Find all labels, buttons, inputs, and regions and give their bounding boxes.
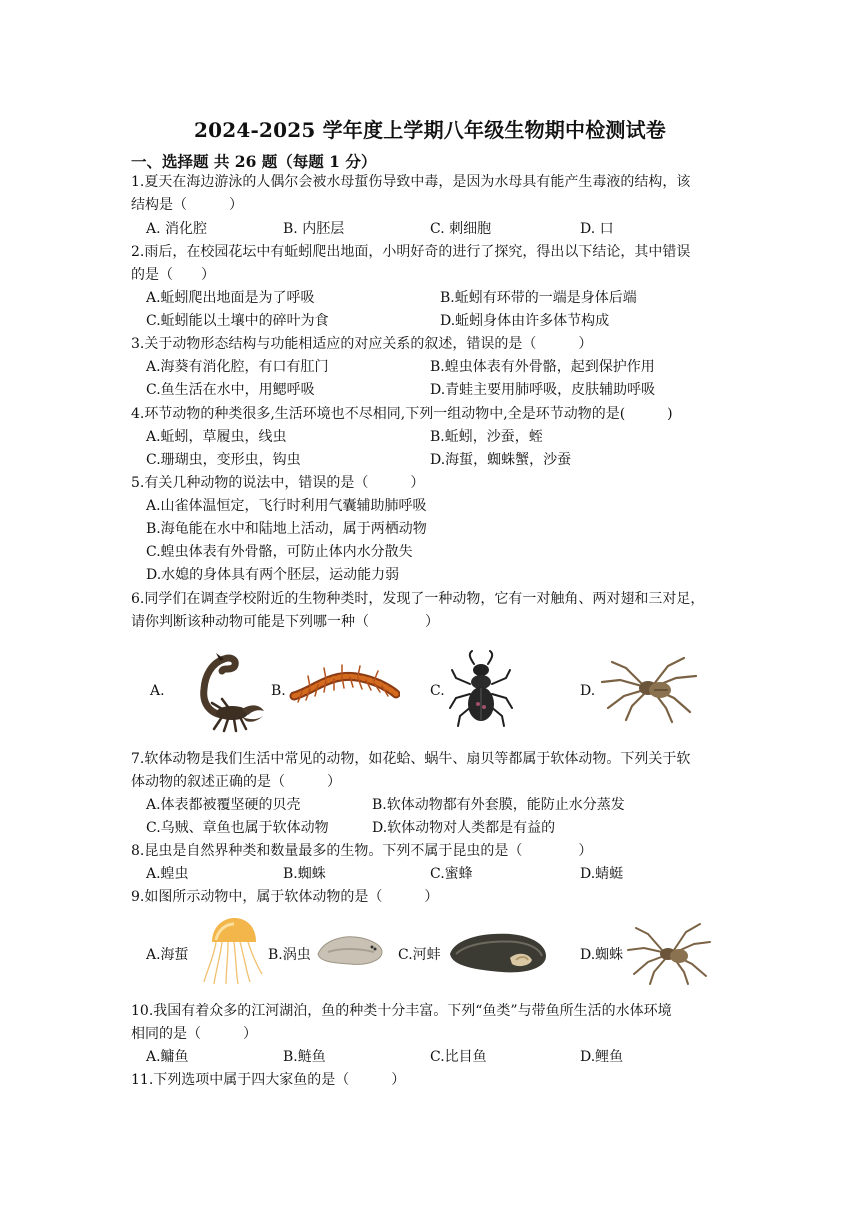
question-10-text-cont: 相同的是（ ） [131, 1026, 257, 1042]
q5-option-c[interactable]: C.蝗虫体表有外骨骼，可防止体内水分散失 [146, 544, 413, 560]
q6-option-a[interactable]: A. [150, 683, 165, 699]
q6-option-b[interactable]: B. [271, 683, 286, 699]
q2-option-a[interactable]: A.蚯蚓爬出地面是为了呼吸 [146, 290, 315, 306]
q2-option-b[interactable]: B.蚯蚓有环带的一端是身体后端 [440, 290, 637, 306]
q1-option-c[interactable]: C. 刺细胞 [430, 221, 492, 237]
spider-image [596, 650, 702, 724]
q8-option-d[interactable]: D.蜻蜓 [580, 866, 624, 882]
q3-option-a[interactable]: A.海葵有消化腔，有口有肛门 [146, 359, 329, 375]
q6-option-c[interactable]: C. [430, 683, 445, 699]
q10-option-c[interactable]: C.比目鱼 [430, 1049, 487, 1065]
question-6-text-cont: 请你判断该种动物可能是下列哪一种（ ） [131, 614, 439, 630]
question-7-text-cont: 体动物的叙述正确的是（ ） [131, 774, 341, 790]
question-10-text: 10.我国有着众多的江河湖泊，鱼的种类十分丰富。下列“鱼类”与带鱼所生活的水体环境 [131, 1003, 672, 1019]
question-4-text: 4.环节动物的种类很多,生活环境也不尽相同,下列一组动物中,全是环节动物的是( ) [131, 406, 673, 422]
flatworm-image [314, 930, 386, 970]
section-heading: 一、选择题 共 26 题（每题 1 分） [131, 152, 377, 171]
q6-option-d[interactable]: D. [580, 683, 596, 699]
question-11-text: 11.下列选项中属于四大家鱼的是（ ） [131, 1072, 406, 1088]
mussel-image [446, 928, 550, 978]
q5-option-a[interactable]: A.山雀体温恒定，飞行时利用气囊辅助肺呼吸 [146, 498, 427, 514]
q3-option-d[interactable]: D.青蛙主要用肺呼吸，皮肤辅助呼吸 [430, 382, 656, 398]
q9-option-b[interactable]: B.涡虫 [268, 947, 311, 963]
q7-option-c[interactable]: C.乌贼、章鱼也属于软体动物 [146, 820, 329, 836]
q8-option-a[interactable]: A.蝗虫 [146, 866, 189, 882]
question-2-text: 2.雨后，在校园花坛中有蚯蚓爬出地面，小明好奇的进行了探究，得出以下结论，其中错误 [131, 244, 691, 260]
question-1-text-cont: 结构是（ ） [131, 197, 243, 213]
q10-option-d[interactable]: D.鲤鱼 [580, 1049, 624, 1065]
q4-option-d[interactable]: D.海蜇，蜘蛛蟹，沙蚕 [430, 452, 572, 468]
question-8-text: 8.昆虫是自然界种类和数量最多的生物。下列不属于昆虫的是（ ） [131, 843, 593, 859]
question-2-text-cont: 的是（ ） [131, 267, 215, 283]
question-3-text: 3.关于动物形态结构与功能相适应的对应关系的叙述，错误的是（ ） [131, 336, 593, 352]
q7-option-a[interactable]: A.体表都被覆坚硬的贝壳 [146, 797, 301, 813]
q8-option-c[interactable]: C.蜜蜂 [430, 866, 473, 882]
q8-option-b[interactable]: B.蜘蛛 [283, 866, 326, 882]
question-1-text: 1.夏天在海边游泳的人偶尔会被水母蜇伤导致中毒，是因为水母具有能产生毒液的结构，该 [131, 174, 691, 190]
q5-option-b[interactable]: B.海龟能在水中和陆地上活动，属于两栖动物 [146, 521, 427, 537]
q9-option-a[interactable]: A.海蜇 [146, 947, 189, 963]
question-6-text: 6.同学们在调查学校附近的生物种类时，发现了一种动物，它有一对触角、两对翅和三对足， [131, 591, 705, 607]
q2-option-d[interactable]: D.蚯蚓身体由许多体节构成 [440, 313, 610, 329]
q7-option-b[interactable]: B.软体动物都有外套膜，能防止水分蒸发 [372, 797, 625, 813]
q10-option-a[interactable]: A.鳙鱼 [146, 1049, 189, 1065]
q10-option-b[interactable]: B.鲢鱼 [283, 1049, 326, 1065]
q7-option-d[interactable]: D.软体动物对人类都是有益的 [372, 820, 556, 836]
q1-option-b[interactable]: B. 内胚层 [283, 221, 345, 237]
scorpion-image [172, 645, 268, 733]
stag-beetle-image [448, 650, 514, 730]
q9-option-c[interactable]: C.河蚌 [398, 947, 441, 963]
q9-option-d[interactable]: D.蜘蛛 [580, 947, 624, 963]
q3-option-b[interactable]: B.蝗虫体表有外骨骼，起到保护作用 [430, 359, 655, 375]
jellyfish-image [200, 916, 266, 986]
exam-title: 2024-2025 学年度上学期八年级生物期中检测试卷 [194, 118, 666, 142]
q4-option-b[interactable]: B.蚯蚓，沙蚕，蛭 [430, 429, 543, 445]
centipede-image [288, 662, 400, 708]
spider-image-2 [624, 920, 714, 986]
question-7-text: 7.软体动物是我们生活中常见的动物，如花蛤、蜗牛、扇贝等都属于软体动物。下列关于软 [131, 751, 691, 767]
q1-option-d[interactable]: D. 口 [580, 221, 614, 237]
q4-option-a[interactable]: A.蚯蚓，草履虫，线虫 [146, 429, 287, 445]
question-9-text: 9.如图所示动物中，属于软体动物的是（ ） [131, 889, 439, 905]
q2-option-c[interactable]: C.蚯蚓能以土壤中的碎叶为食 [146, 313, 329, 329]
q5-option-d[interactable]: D.水媳的身体具有两个胚层，运动能力弱 [146, 567, 400, 583]
question-5-text: 5.有关几种动物的说法中，错误的是（ ） [131, 475, 425, 491]
q3-option-c[interactable]: C.鱼生活在水中，用鳃呼吸 [146, 382, 315, 398]
q1-option-a[interactable]: A. 消化腔 [146, 221, 208, 237]
q4-option-c[interactable]: C.珊瑚虫，变形虫，钩虫 [146, 452, 301, 468]
